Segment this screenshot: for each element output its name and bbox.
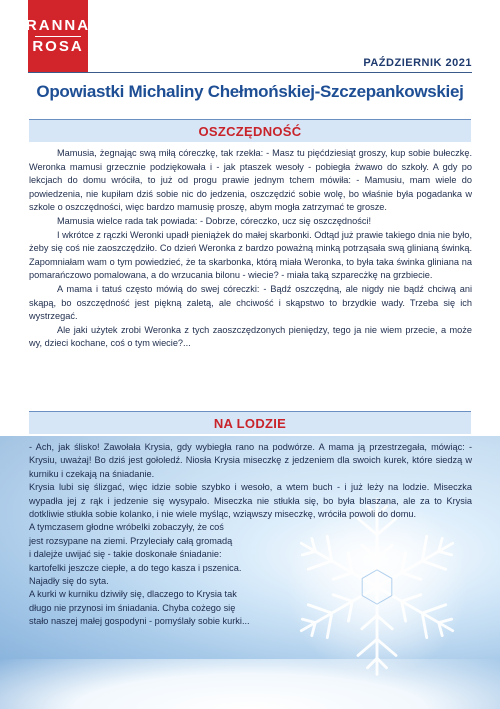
- text-line: długo nie przynosi im śniadania. Chyba cożego się: [29, 602, 236, 613]
- paragraph: - Ach, jak ślisko! Zawołała Krysia, gdy wybiegła rano na podwórze. A mama ją przestrzegała, mówiąc: - Krysiu, uważaj! Bo dziś jest gołoledź. Niosła Krysia miseczkę z jedzeniem dla swoich kurek, które siedzą w kurniku i czekają na śniadanie.: [29, 442, 472, 479]
- logo-line-1: RANNA: [25, 16, 91, 34]
- text-line: kartofelki jeszcze ciepłe, a do tego kasza i pszenica.: [29, 562, 242, 573]
- paragraph: Ale jaki użytek zrobi Weronka z tych zaoszczędzonych pieniędzy, tego ja nie wiem przecie, a może wy, dzieci kochane, coś o tym wiecie?...: [29, 324, 472, 349]
- section-heading-1: OSZCZĘDNOŚĆ: [198, 123, 302, 139]
- section-1-body: [29, 147, 472, 351]
- text-line: i dalejże uwijać się - takie doskonałe śniadanie:: [29, 549, 222, 560]
- section-heading-bar-1: [29, 119, 471, 142]
- paragraph: Mamusia wielce rada tak powiada: - Dobrze, córeczko, ucz się oszczędności!: [57, 215, 372, 226]
- logo: [25, 0, 91, 72]
- text-line: jest rozsypane na ziemi. Przyleciały całą gromadą: [29, 535, 233, 546]
- paragraph: A mama i tatuś często mówią do swej córeczki: - Bądź oszczędną, ale nigdy nie bądź chciwą ani skąpą, bo oszczędność jest piękną zaletą, ale chciwość i skąpstwo to brzydkie wady. Trzeba się ich wystrzegać.: [29, 283, 472, 322]
- text-line: stało naszej małej gospodyni - pomyślały sobie kurki...: [29, 616, 250, 627]
- paragraph: Krysia lubi się ślizgać, więc idzie sobie szybko i wesoło, a wtem buch - i już leży na lodzie. Miseczka wypadła jej z rąk i jedzenie się wysypało. Miseczka nie stłukła się, bo była blaszana, ale za to Krysia dotkliwie stłukła sobie kolanko, i nie wiele myśląc, wziąwszy miseczkę, wróciła powoli do domu.: [29, 482, 472, 520]
- header-divider: [28, 72, 472, 73]
- text-line: Najadły się do syta.: [29, 576, 109, 587]
- section-heading-2: NA LODZIE: [213, 415, 287, 431]
- paragraph: Mamusia, żegnając swą miłą córeczkę, tak rzekła: - Masz tu pięćdziesiąt groszy, kup sobie bułeczkę. Weronka mamusi grzecznie podziękowała i - jak ptaszek wesoły - pobiegła żwawo do szkoły. A gdy po lekcjach do domu wróciła, to już od progu prawie jednym tchem mówiła: - Mamusiu, mam wiele do powiedzenia, nie kupiłam dziś sobie nic do jedzenia, oszczędzić sobie wolę, bo właśnie była pogadanka w szkole o oszczędności, więc bardzo mamusię proszę, abym mogła zatrzymać te grosze.: [29, 148, 472, 213]
- logo-divider: [35, 36, 81, 37]
- paragraph: I wkrótce z rączki Weronki upadł pieniążek do małej skarbonki. Odtąd już prawie takiego dnia nie było, żeby się coś nie zaoszczędziło. Co dzień Weronka z bardzo poważną minką potrząsała swą glinianą świnką. Zapomniałam wam o tym powiedzieć, że ta skarbonka, którą miała Weronka, to była taka świnka gliniana na pomarańczowo pomalowana, a do wrzucania bilonu - wiecie? - miała taką szparecżkę na grzbiecie.: [29, 229, 473, 281]
- issue-date: PAŹDZIERNIK 2021: [363, 57, 472, 69]
- section-2-body: [29, 441, 472, 629]
- logo-line-2: ROSA: [32, 37, 84, 55]
- text-line: A tymczasem głodne wróbelki zobaczyły, że coś: [29, 522, 224, 533]
- page-title: Opowiastki Michaliny Chełmońskiej-Szczepankowskiej: [36, 82, 464, 101]
- text-line: A kurki w kurniku dziwiły się, dlaczego to Krysia tak: [29, 589, 237, 600]
- section-heading-bar-2: [29, 411, 471, 434]
